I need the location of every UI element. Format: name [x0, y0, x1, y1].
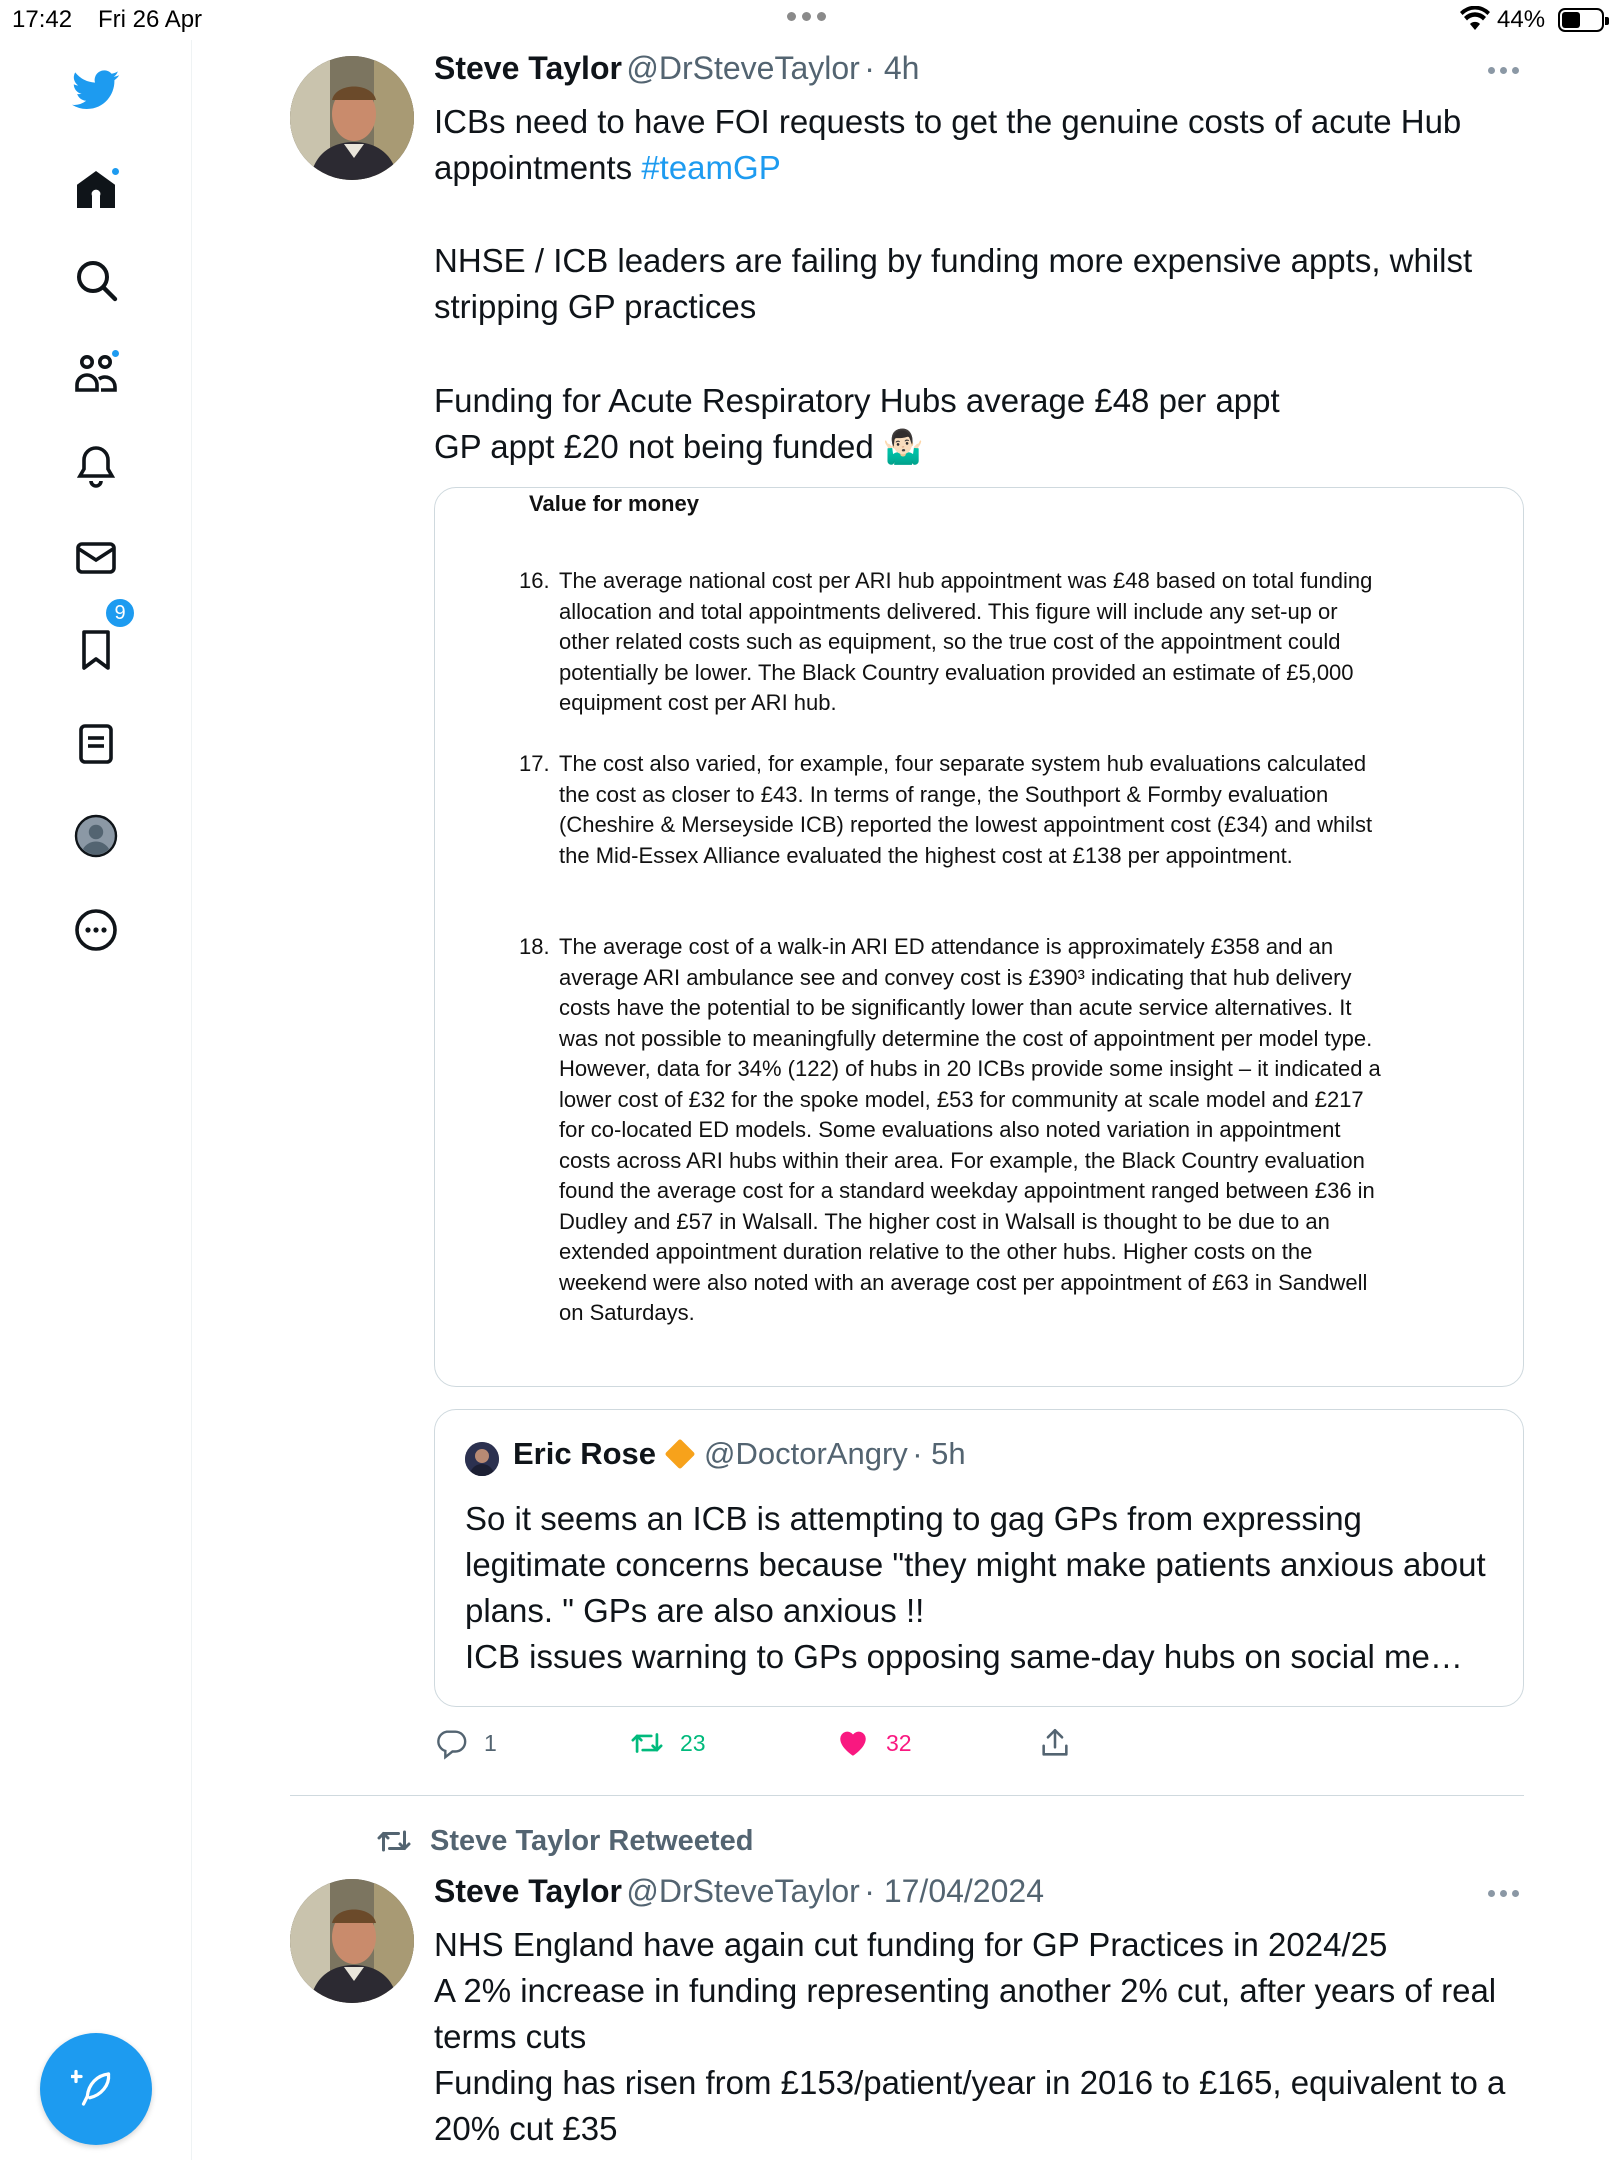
reply-icon [434, 1726, 468, 1760]
quoted-author-handle: @DoctorAngry [704, 1436, 908, 1471]
author-name[interactable]: Steve Taylor [434, 50, 622, 86]
notifications-badge: 9 [104, 597, 136, 629]
multitasking-dots-icon[interactable] [787, 12, 826, 21]
quoted-header [513, 1436, 966, 1472]
quoted-author-name: Eric Rose [513, 1436, 657, 1471]
status-bar [0, 0, 1620, 40]
tweet-more-icon[interactable] [1488, 1890, 1522, 1900]
sidebar [0, 40, 192, 2160]
tweet-paragraph: NHSE / ICB leaders are failing by funding more expensive appts, whilst stripping GP practices [434, 242, 1473, 325]
reply-button[interactable] [434, 1726, 497, 1760]
messages-icon[interactable] [66, 528, 126, 588]
tweet-image-document[interactable] [434, 487, 1524, 1387]
profile-icon[interactable] [66, 806, 126, 866]
tweet-time[interactable]: · 4h [864, 50, 920, 86]
tweet-paragraph: Funding for Acute Respiratory Hubs average £48 per appt [434, 382, 1280, 419]
search-icon[interactable] [66, 250, 126, 310]
author-name[interactable]: Steve Taylor [434, 1873, 622, 1909]
tweet-time[interactable]: · 17/04/2024 [864, 1873, 1044, 1909]
tweet-paragraph: GP appt £20 not being funded 🤷🏻‍♂️ [434, 428, 925, 465]
more-icon[interactable] [66, 900, 126, 960]
author-handle[interactable]: @DrSteveTaylor [626, 50, 860, 86]
status-time: 17:42 [12, 6, 73, 33]
battery-icon [1558, 8, 1604, 32]
tweet-header [434, 1873, 1044, 1910]
doc-title: Value for money [529, 491, 699, 516]
quoted-text: So it seems an ICB is attempting to gag GPs from expressing legitimate concerns because "they might make patients anxious about plans. " GPs are also anxious !! ICB issues warning to GPs opposing same-day hubs on social me… [465, 1500, 1486, 1675]
tweet-more-icon[interactable] [1488, 67, 1522, 77]
retweet-small-icon [376, 1823, 412, 1859]
share-button[interactable] [1038, 1726, 1072, 1760]
tweet-actions [434, 1726, 1524, 1766]
lists-icon[interactable] [66, 714, 126, 774]
bookmarks-icon[interactable] [66, 620, 126, 680]
wifi-icon [1460, 6, 1490, 32]
verified-diamond-icon [665, 1439, 696, 1470]
tweet-text: NHS England have again cut funding for GP Practices in 2024/25 A 2% increase in funding representing another 2% cut, after years of real terms cuts Funding has risen from £153/patient/year in 2016 to £165, equivalent to a 20% cut £35 [434, 1926, 1506, 2147]
tweet-divider [290, 1795, 1524, 1796]
tweet-text: ICBs need to have FOI requests to get the genuine costs of acute Hub appointments #teamGP [434, 103, 1462, 186]
status-date: Fri 26 Apr [98, 6, 203, 33]
retweeted-by-text[interactable]: Steve Taylor Retweeted [430, 1824, 754, 1857]
like-button[interactable] [836, 1726, 912, 1760]
battery-percent: 44% [1497, 6, 1546, 33]
retweet-icon [630, 1726, 664, 1760]
compose-tweet-button[interactable] [40, 2033, 152, 2145]
share-icon [1038, 1726, 1072, 1760]
author-handle[interactable]: @DrSteveTaylor [626, 1873, 860, 1909]
notifications-icon[interactable] [66, 436, 126, 496]
avatar[interactable] [290, 56, 414, 180]
home-icon[interactable] [66, 160, 126, 220]
reply-count: 1 [484, 1729, 497, 1756]
hashtag-link[interactable]: #teamGP [641, 149, 781, 186]
communities-icon[interactable] [66, 342, 126, 402]
avatar[interactable] [290, 1879, 414, 2003]
like-count: 32 [886, 1729, 912, 1756]
twitter-logo-icon[interactable] [66, 60, 126, 120]
doc-paragraph-17: 17. The cost also varied, for example, four separate system hub evaluations calculated the cost as closer to £43. In terms of range, the Southport & Formby evaluation (Cheshire & Merseyside ICB) reported the lowest appointment cost (£34) and whilst the Mid-Essex Alliance evaluated the highest cost at £138 per appointment. [519, 751, 1373, 868]
quoted-tweet-time: · 5h [912, 1436, 966, 1471]
retweet-button[interactable] [630, 1726, 706, 1760]
quoted-tweet[interactable] [434, 1409, 1524, 1707]
compose-feather-icon [71, 2064, 121, 2114]
retweeted-indicator [376, 1823, 753, 1859]
quoted-avatar [465, 1442, 499, 1476]
doc-paragraph-16: 16. The average national cost per ARI hub appointment was £48 based on total funding allocation and total appointments delivered. This figure will include any set-up or other related costs such as equipment, so the true cost of the appointment could potentially be lower. The Black Country evaluation provided an estimate of £5,000 equipment cost per ARI hub. [519, 568, 1373, 715]
tweet-header [434, 50, 919, 87]
retweet-count: 23 [680, 1729, 706, 1756]
heart-icon [836, 1726, 870, 1760]
doc-paragraph-18: 18. The average cost of a walk-in ARI ED attendance is approximately £358 and an average ARI ambulance see and convey cost is £390³ indicating that hub delivery costs have the potential to be significantly lower than acute service alternatives. It was not possible to meaningfully determine the cost of appointment per model type. However, data for 34% (122) of hubs in 20 ICBs provide some insight – it indicated a lower cost of £32 for the spoke model, £53 for community at scale model and £217 for co-located ED models. Some evaluations also noted variation in appointment costs across ARI hubs within their area. For example, the Black Country evaluation found the average cost for a standard weekday appointment ranged between £36 in Dudley and £57 in Walsall. The higher cost in Walsall is thought to be due to an extended appointment duration relative to the other hubs. Higher costs on the weekend were also noted with an average cost per appointment of £63 in Sandwell on Saturdays. [519, 934, 1381, 1325]
